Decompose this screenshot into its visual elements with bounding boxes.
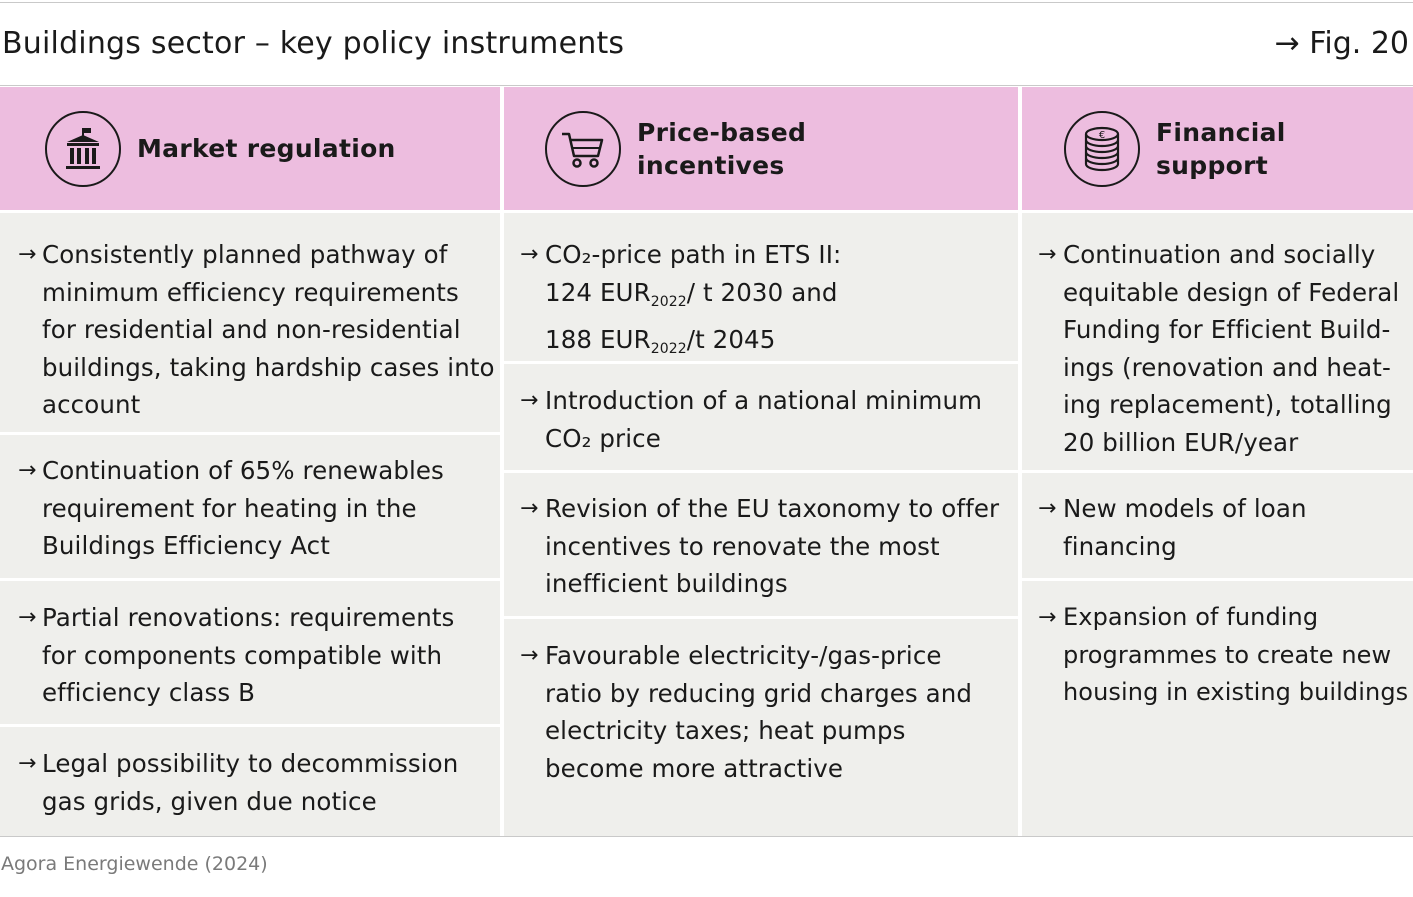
policy-item: → CO₂-price path in ETS II: 124 $EUR_{2022}/$ t 2030 and 188 $EUR_{2022}/t$ 2045: [504, 213, 1018, 361]
column-title: Price-based incentives: [637, 117, 807, 180]
coin-stack-euro-icon: [1064, 111, 1140, 187]
policy-item: → Consistently planned pathway of minimum efficiency requirements for residential and non-residential buildings, taking hardship cases into account: [0, 213, 500, 432]
column-title: Financial support: [1156, 117, 1286, 180]
arrow-icon: →: [18, 242, 37, 267]
column-price-based-incentives: [504, 87, 1018, 836]
arrow-icon: →: [520, 388, 539, 413]
policy-item: → Favourable electricity-/gas-price ratio by reducing grid charges and electricity taxes; heat pumps become more attractive: [504, 619, 1018, 836]
policy-item: → Continuation of 65% renewables requirement for heating in the Buildings Efficiency Act: [0, 435, 500, 578]
policy-item: → Continuation and socially equitable design of Federal Funding for Efficient Build- ings (renovation and heat- ing replacement), totalling 20 billion EUR/year: [1022, 213, 1413, 470]
column-header: [0, 87, 500, 210]
column-header: [504, 87, 1018, 210]
policy-item: → Partial renovations: requirements for components compatible with efficiency class B: [0, 581, 500, 724]
title-divider: [0, 85, 1413, 86]
figure-reference: → Fig. 20: [1274, 25, 1409, 61]
policy-item: → New models of loan financing: [1022, 473, 1413, 578]
shopping-cart-icon: [545, 111, 621, 187]
column-title: Market regulation: [137, 134, 396, 163]
svg-text:€: €: [1098, 129, 1106, 141]
figure-title: Buildings sector – key policy instruments: [2, 25, 625, 61]
bottom-rule: [0, 836, 1413, 837]
arrow-icon: →: [1038, 605, 1057, 630]
arrow-icon: →: [18, 751, 37, 776]
arrow-icon: →: [18, 605, 37, 630]
arrow-icon: →: [520, 643, 539, 668]
column-financial-support: [1022, 87, 1413, 836]
column-header: [1022, 87, 1413, 210]
policy-item: → Legal possibility to decommission gas grids, given due notice: [0, 727, 500, 836]
source-note: Agora Energiewende (2024): [1, 853, 268, 875]
arrow-icon: →: [18, 458, 37, 483]
policy-table: [0, 87, 1413, 836]
policy-item: → Introduction of a national minimum CO₂ price: [504, 364, 1018, 470]
arrow-icon: →: [1038, 242, 1057, 267]
column-market-regulation: [0, 87, 500, 836]
arrow-icon: →: [1038, 496, 1057, 521]
policy-item: → Revision of the EU taxonomy to offer incentives to renovate the most inefficient buildings: [504, 473, 1018, 616]
title-bar: [0, 0, 1413, 86]
government-building-icon: [45, 111, 121, 187]
policy-item: → Expansion of funding programmes to create new housing in existing buildings: [1022, 581, 1413, 836]
arrow-icon: →: [520, 496, 539, 521]
arrow-icon: →: [520, 242, 539, 267]
